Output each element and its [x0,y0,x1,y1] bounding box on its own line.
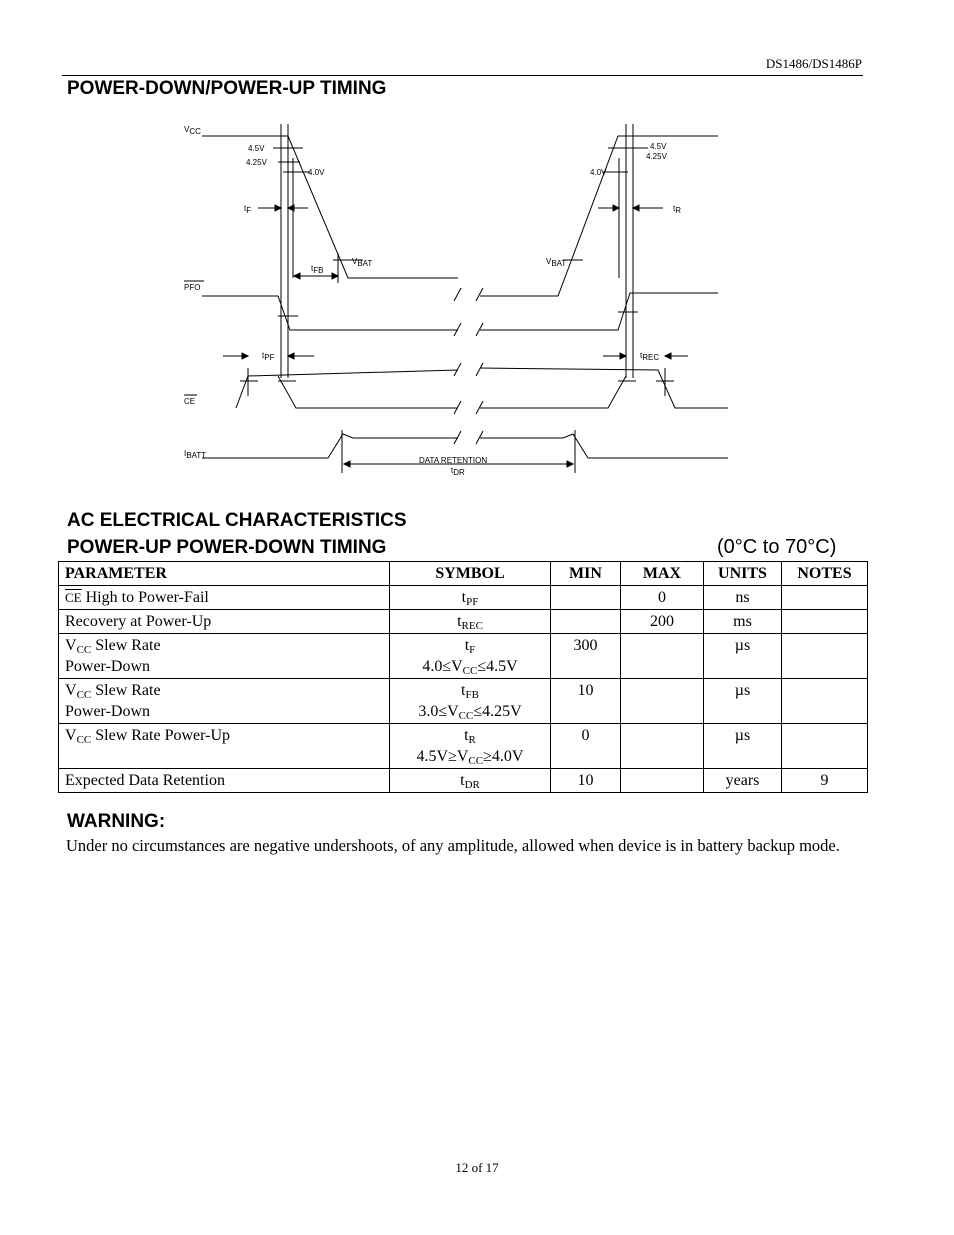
ce-lower-left [278,376,458,408]
level-40-right: 4.0V [590,168,607,177]
tpf-arrowhead-l [242,353,248,359]
cell-units: ms [704,610,782,634]
level-45-right: 4.5V [650,142,667,151]
label-pfo: PFO [184,283,201,292]
p-line2: Power-Down [65,703,150,720]
cell-symbol [390,724,551,769]
cell-parameter: Recovery at Power-Up [59,610,390,634]
sym-sub: F [469,644,476,656]
table-row [59,679,868,724]
header-part-number: DS1486/DS1486P [765,56,862,71]
p-rest: Slew Rate [91,682,161,699]
label-vcc: VCC [184,125,201,136]
label-tdr: tDR [451,466,465,477]
tdr-arrow-left [344,461,350,467]
cell-min: 0 [551,724,621,769]
tr-arrowhead-r [633,205,639,211]
cell-min: 10 [551,769,621,793]
vcc-waveform-right [480,136,718,296]
label-trec: tREC [640,351,660,362]
table-header-row [59,562,868,586]
table-row [59,769,868,793]
col-max: MAX [621,562,704,586]
cond-sub: CC [462,665,478,677]
cell-max: 0 [621,586,704,610]
pfo-waveform-right [480,293,718,330]
cond-post: ≤4.25V [473,703,522,720]
sym: t [460,772,465,789]
cond-pre: 3.0≤V [418,703,459,720]
break-marks [454,288,483,444]
cell-parameter [59,724,390,769]
sym: t [461,589,467,606]
cond-post: ≤4.5V [477,658,518,675]
warning-title-text: WARNING [67,811,159,832]
ibatt-waveform-right [480,434,728,458]
level-40-left: 4.0V [308,168,325,177]
col-parameter: PARAMETER [59,562,390,586]
warning-text: Under no circumstances are negative undershoots, of any amplitude, allowed when device is in battery backup mode. [66,836,840,855]
cond-pre: 4.0≤V [422,658,463,675]
cell-min [551,586,621,610]
cond-sub: CC [468,755,484,767]
cell-symbol [390,769,551,793]
cell-units: years [704,769,782,793]
section-title-ac: AC ELECTRICAL CHARACTERISTICS [67,510,407,531]
cond-pre: 4.5V≥V [416,748,469,765]
header-rule [62,75,863,76]
cell-max: 200 [621,610,704,634]
cell-units: µs [704,679,782,724]
warning-colon: : [158,811,166,832]
sym-sub: PF [466,596,479,608]
col-min: MIN [551,562,621,586]
p-v: V [65,682,77,699]
sym: t [461,682,466,699]
tfb-arrowhead-r [332,273,338,279]
cell-min: 10 [551,679,621,724]
label-ce: CE [184,397,196,406]
timing-diagram-svg [178,118,738,483]
param-text: High to Power-Fail [81,589,209,606]
p-line2: Power-Down [65,658,150,675]
cell-units: ns [704,586,782,610]
p-sub: CC [76,644,92,656]
cell-notes [782,634,868,679]
tf-arrowhead-l [275,205,281,211]
label-data-retention: DATA RETENTION [419,456,488,465]
p-v: V [65,727,77,744]
tfb-arrowhead-l [294,273,300,279]
p-rest: Slew Rate Power-Up [91,727,231,744]
cell-notes [782,610,868,634]
table-row [59,724,868,769]
ce-upper-left [236,370,458,408]
page-number: 12 of 17 [455,1160,499,1175]
label-ibatt: IBATT [184,449,207,460]
tpf-arrowhead-r [288,353,294,359]
p-sub: CC [76,689,92,701]
level-45-left: 4.5V [248,144,265,153]
tr-arrowhead-l [613,205,619,211]
cond-post: ≥4.0V [483,748,524,765]
sym: t [457,613,462,630]
ce-bar-text: $\overline{CE}$ [65,590,82,605]
vcc-waveform-left [202,136,458,278]
sym-sub: DR [464,779,480,791]
table-row [59,586,868,610]
pfo-waveform-left-upper [202,296,458,330]
cell-parameter: Expected Data Retention [59,769,390,793]
warning-title [67,811,165,833]
p-v: V [65,637,77,654]
cell-min: 300 [551,634,621,679]
section-subtitle-timing: POWER-UP POWER-DOWN TIMING [67,537,387,558]
label-tf: tF [244,204,252,215]
ce-lower-right [480,376,626,408]
section-title-timing: POWER-DOWN/POWER-UP TIMING [67,78,387,99]
sym: t [464,727,469,744]
trec-arrowhead-r [665,353,671,359]
cell-symbol [390,634,551,679]
sym-sub: R [468,734,476,746]
table-row [59,634,868,679]
cell-min [551,610,621,634]
col-units: UNITS [704,562,782,586]
cell-symbol [390,586,551,610]
label-tpf: tPF [262,351,275,362]
ce-upper-right [480,368,728,408]
label-vbat-right: VBAT [546,257,567,268]
cell-notes [782,586,868,610]
cell-parameter [59,634,390,679]
cell-parameter [59,679,390,724]
tdr-arrow-right [567,461,573,467]
cell-notes: 9 [782,769,868,793]
ac-characteristics-table [58,561,868,793]
cell-symbol [390,679,551,724]
trec-arrowhead-l [620,353,626,359]
cell-notes [782,679,868,724]
level-425-right: 4.25V [646,152,667,161]
col-notes: NOTES [782,562,868,586]
label-tfb: tFB [311,264,324,275]
cell-units: µs [704,634,782,679]
timing-diagram [178,118,738,488]
cond-sub: CC [458,710,474,722]
cell-notes [782,724,868,769]
table-row [59,610,868,634]
cell-max [621,769,704,793]
cell-parameter [59,586,390,610]
level-425-left: 4.25V [246,158,267,167]
col-symbol: SYMBOL [390,562,551,586]
cell-max [621,724,704,769]
temperature-range: (0°C to 70°C) [717,536,837,558]
sym: t [464,637,470,654]
p-sub: CC [76,734,92,746]
cell-units: µs [704,724,782,769]
label-vbat-left: VBAT [352,257,373,268]
p-rest: Slew Rate [91,637,161,654]
tf-arrowhead-r [288,205,294,211]
sym-sub: REC [461,620,483,632]
cell-symbol [390,610,551,634]
cell-max [621,634,704,679]
label-tr: tR [673,204,682,215]
cell-max [621,679,704,724]
ibatt-waveform-left [202,434,458,458]
sym-sub: FB [465,689,479,701]
